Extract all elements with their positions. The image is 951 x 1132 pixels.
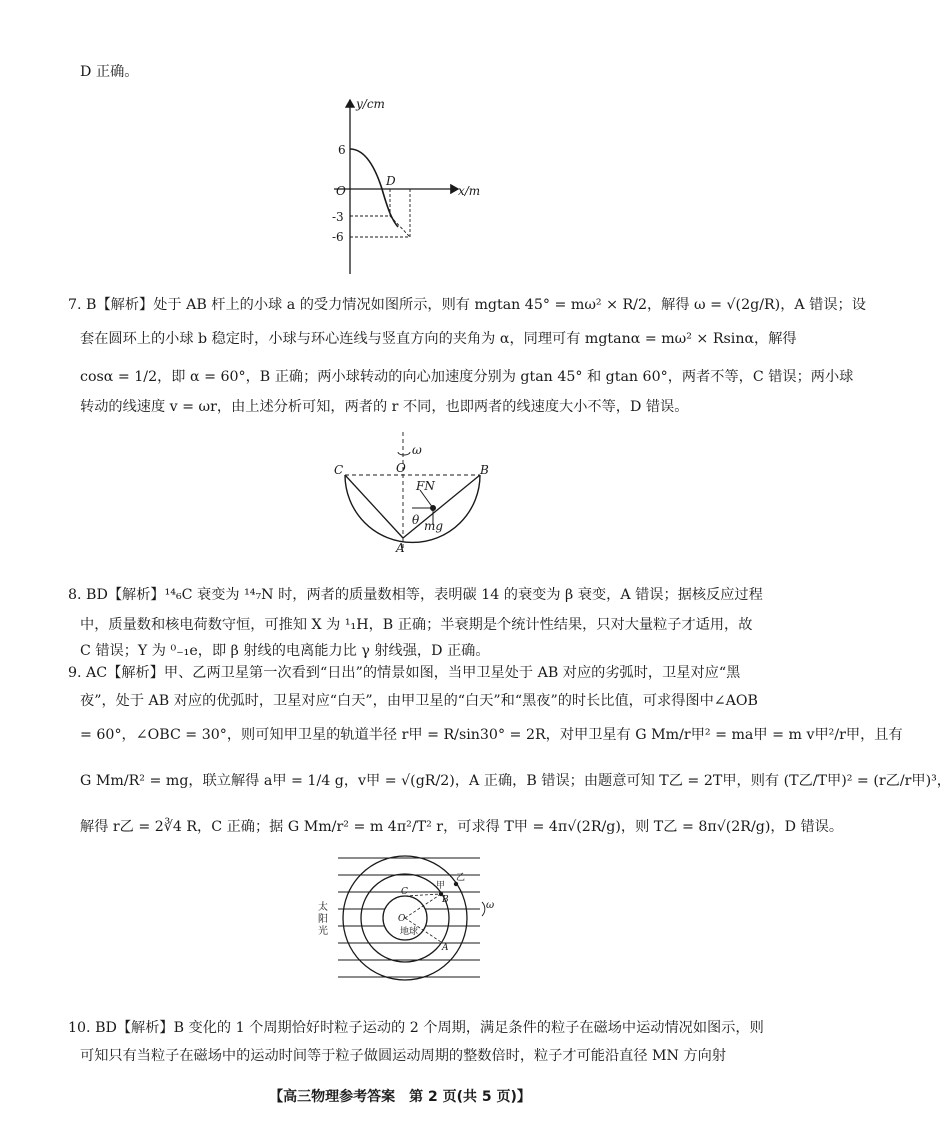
- point-b-label: B: [442, 895, 449, 905]
- q8-line-1: 8. BD【解析】¹⁴₆C 衰变为 ¹⁴₇N 时，两者的质量数相等，表明碳 14 的衰变为 β 衰变，A 错误；据核反应过程: [68, 587, 763, 603]
- sun-label-3: 光: [318, 926, 328, 937]
- q7-line-1: 7. B【解析】处于 AB 杆上的小球 a 的受力情况如图所示，则有 mgtan 45° = mω² × R/2，解得 ω = √(2g/R)，A 错误；设: [68, 297, 866, 313]
- point-a-label: A: [442, 943, 449, 953]
- q7-line-2: 套在圆环上的小球 b 稳定时，小球与环心连线与竖直方向的夹角为 α，同理可有 mgtanα = mω² × Rsinα，解得: [80, 331, 797, 347]
- q10-line-1: 10. BD【解析】B 变化的 1 个周期恰好时粒子运动的 2 个周期，满足条件的粒子在磁场中运动情况如图示，则: [68, 1020, 764, 1036]
- bowl-diagram: [330, 430, 500, 555]
- omega-label: ω: [412, 443, 422, 457]
- wave-figure: [320, 92, 480, 282]
- sun-label-1: 太: [318, 902, 328, 913]
- point-c-label: C: [334, 463, 344, 477]
- d-correct-text: D 正确。: [80, 64, 139, 80]
- mg-label: mg: [424, 519, 444, 533]
- q7-line-3: cosα = 1/2，即 α = 60°，B 正确；两小球转动的向心加速度分别为 gtan 45° 和 gtan 60°，两者不等，C 错误；两小球: [80, 369, 854, 385]
- q9-line-4: G Mm/R² = mg，联立解得 a甲 = 1/4 g，v甲 = √(gR/2)，A 正确，B 错误；由题意可知 T乙 = 2T甲，则有 (T乙/T甲)² = (r乙/r甲)³，: [80, 773, 951, 789]
- rod-ca: [345, 475, 403, 538]
- bowl-arc: [345, 475, 480, 542]
- q10-line-2: 可知只有当粒子在磁场中的运动时间等于粒子做圆运动周期的整数倍时，粒子才可能沿直径 MN 方向射: [80, 1048, 727, 1064]
- point-d-label: D: [386, 174, 396, 188]
- yi-label: 乙: [456, 873, 466, 883]
- orbit-diagram: [308, 850, 508, 990]
- wave-curve: [350, 149, 398, 227]
- q8-line-2: 中，质量数和核电荷数守恒，可推知 X 为 ¹₁H，B 正确；半衰期是个统计性结果，只对大量粒子才适用，故: [80, 617, 753, 633]
- omega-label: ω: [486, 900, 495, 911]
- ball-a: [430, 505, 436, 511]
- point-a-label: A: [396, 541, 405, 555]
- omega-arrow: [398, 452, 410, 455]
- q7-line-4: 转动的线速度 v = ωr，由上述分析可知，两者的 r 不同，也即两者的线速度大小不等，D 错误。: [80, 399, 689, 415]
- q9-line-5: 解得 r乙 = 2∛4 R，C 正确；据 G Mm/r² = m 4π²/T² r，可求得 T甲 = 4π√(2R/g)，则 T乙 = 8π√(2R/g)，D 错误。: [80, 819, 844, 835]
- rotation-arrow: [482, 902, 485, 916]
- earth-label: 地球: [400, 927, 419, 937]
- q8-line-3: C 错误；Y 为 ⁰₋₁e，即 β 射线的电离能力比 γ 射线强，D 正确。: [80, 643, 490, 659]
- line-cb: [405, 894, 441, 896]
- point-o-label: O: [396, 461, 406, 475]
- tick-6-label: 6: [338, 143, 346, 157]
- wave-graph: [320, 92, 480, 282]
- y-axis-label: y/cm: [356, 97, 385, 111]
- q9-line-3: = 60°，∠OBC = 30°，则可知甲卫星的轨道半径 r甲 = R/sin30° = 2R，对甲卫星有 G Mm/r甲² = ma甲 = m v甲²/r甲，且有: [80, 727, 903, 743]
- point-b-label: B: [480, 463, 489, 477]
- fn-label: FN: [416, 479, 435, 493]
- bowl-figure: [330, 430, 500, 555]
- x-axis-label: x/m: [458, 184, 481, 198]
- point-c-label: C: [401, 887, 408, 897]
- origin-label: O: [336, 184, 346, 198]
- page-footer: 【高三物理参考答案 第 2 页(共 5 页)】: [269, 1089, 531, 1105]
- jia-label: 甲: [436, 881, 446, 891]
- q9-line-2: 夜”，处于 AB 对应的优弧时，卫星对应“白天”，由甲卫星的“白天”和“黑夜”的时长比值，可求得图中∠AOB: [80, 693, 758, 709]
- theta-label: θ: [412, 513, 420, 527]
- tick-neg3-label: -3: [332, 210, 344, 224]
- point-o-label: O: [398, 914, 406, 924]
- sun-label-2: 阳: [318, 914, 328, 925]
- q9-line-1: 9. AC【解析】甲、乙两卫星第一次看到“日出”的情景如图，当甲卫星处于 AB 对应的劣弧时，卫星对应“黑: [68, 665, 741, 681]
- orbit-figure: [308, 850, 508, 990]
- tick-neg6-label: -6: [332, 230, 344, 244]
